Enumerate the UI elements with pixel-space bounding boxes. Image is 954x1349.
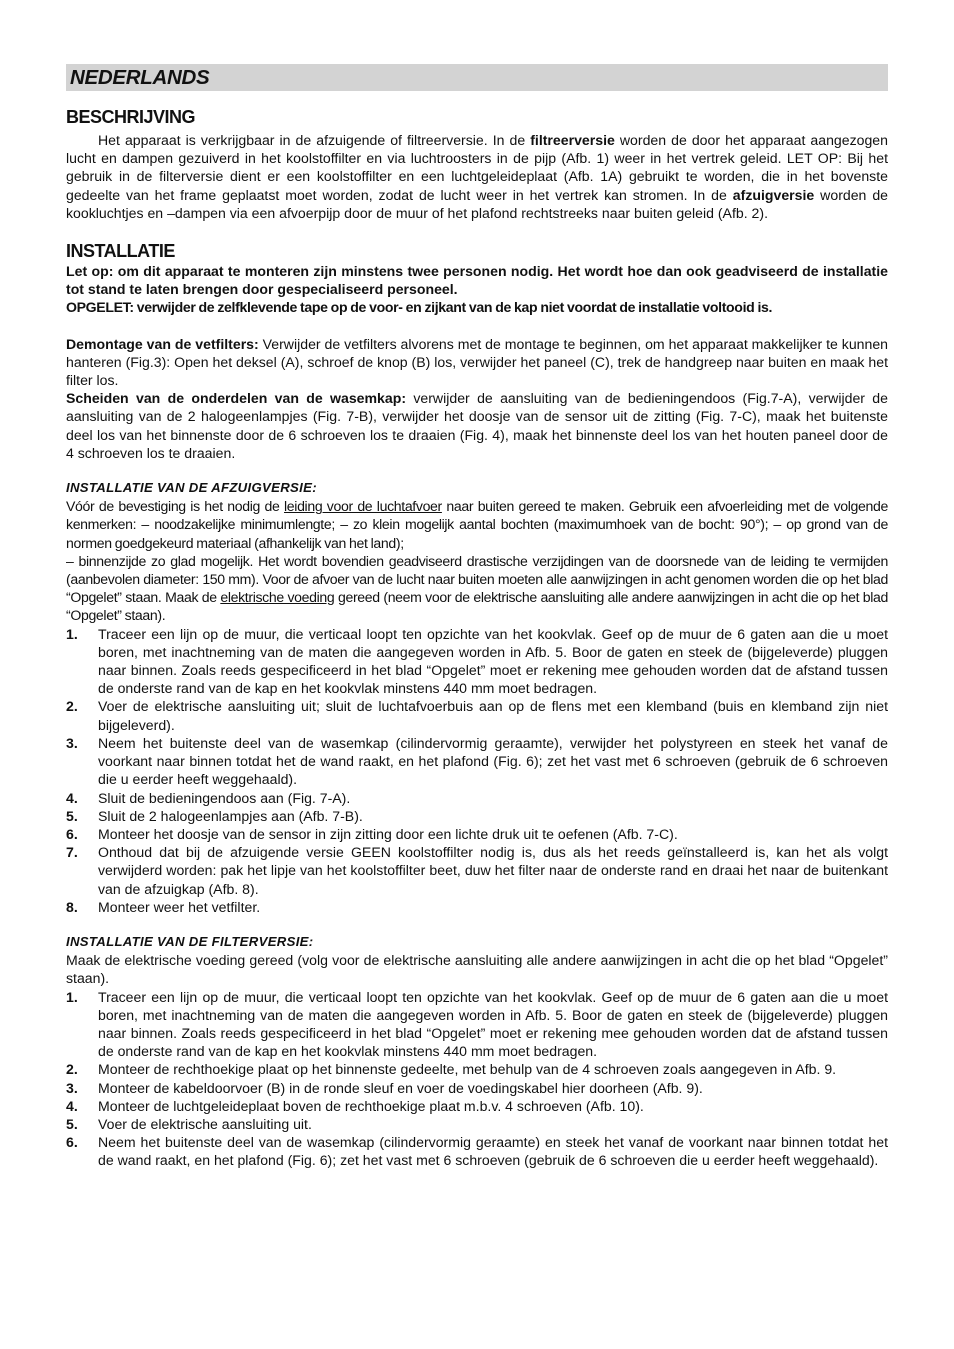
filter-subheading: INSTALLATIE VAN DE FILTERVERSIE: [66,933,314,949]
step-number: 8. [66,898,78,915]
numbered-step [66,734,888,789]
step-number: 5. [66,807,78,824]
step-number: 1. [66,988,78,1005]
afzuig-steps-list [66,625,888,916]
step-number: 7. [66,844,78,861]
numbered-step [66,1060,888,1078]
text-segment: worden de kookluchtjes en –dampen via een afvoerpijp door de muur of het plafond rechtstreeks naar buiten geleid (Afb. 2). [66,186,888,221]
demontage-text: Verwijder de vetfilters alvorens met de montage te beginnen, om het apparaat makkelijker te kunnen hanteren (Fig.3): Open het deksel (A), schroef de knop (B) los, verwijder het paneel (C), trek de handgreep naar buiten en maak het filter los. [66,335,889,389]
step-number: 5. [66,1115,78,1132]
installatie-warning-personnel: Let op: om dit apparaat te monteren zijn minstens twee personen nodig. Het wordt hoe dan ook geadviseerd de installatie tot stand te laten brengen door gespecialiseerd personeel. [66,263,888,298]
underlined-term: leiding voor de luchtafvoer [284,498,442,515]
step-number: 6. [66,1134,78,1151]
numbered-step [66,1115,888,1133]
text-segment: – binnenzijde zo glad mogelijk. Het wordt bovendien geadviseerd drastische verzijdingen van de doorsnede van de leiding te vermijden (aanbevolen diameter: 150 mm). Voor de afvoer van de lucht naar buiten moeten alle aanwijzingen in acht genomen worden die op het blad “Opgelet” staan. Maak de [66,552,888,606]
underlined-term: elektrische voeding [220,589,335,606]
afzuig-paragraph-2 [66,552,888,625]
step-text: Monteer weer het vetfilter. [98,898,261,915]
scheiden-paragraph [66,389,888,462]
step-text: Monteer de rechthoekige plaat op het binnenste gedeelte, met behulp van de 4 schroeven zoals aangegeven in Afb. 9. [98,1061,837,1078]
afzuig-subheading: INSTALLATIE VAN DE AFZUIGVERSIE: [66,480,317,496]
beschrijving-heading: BESCHRIJVING [66,107,196,127]
step-text: Neem het buitenste deel van de wasemkap (cilindervormig geraamte) en steek het vanaf de voorkant naar binnen totdat het de wand raakt, en het plafond (Fig. 6); zet het vast met 6 schroeven (gebruik de 6 schroeven die u eerder heeft weggehaald). [98,1134,888,1169]
installatie-heading: INSTALLATIE [66,241,175,262]
numbered-step [66,1079,888,1097]
step-number: 4. [66,1097,78,1114]
manual-page [66,64,888,1170]
step-text: Sluit de 2 halogeenlampjes aan (Afb. 7-B). [98,807,363,824]
step-number: 2. [66,698,78,715]
step-number: 2. [66,1061,78,1078]
demontage-label: Demontage van de vetfilters: [66,335,259,352]
numbered-step [66,825,888,843]
step-text: Neem het buitenste deel van de wasemkap (cilindervormig geraamte), verwijder het polystyreen en steek het vanaf de voorkant naar binnen totdat het de wand raakt, en het plafond (Fig. 6); zet het vast met 6 schroeven (gebruik de 6 schroeven die u eerder heeft weggehaald). [98,734,888,788]
demontage-paragraph [66,335,888,390]
text-segment: worden de door het apparaat aangezogen lucht en dampen gezuiverd in het koolstoffilter en via luchtroosters in de pijp (Afb. 1) weer in het vertrek geleid. LET OP: Bij het gebruik in de filterversie dient er een koolstoffilter en een luchtgeleideplaat (Afb. 1A) gebruikt te worden, die in het bovenste gedeelte van het frame geplaatst moet worden, zodat de lucht weer in het vertrek kan stromen. In de [66,132,888,203]
step-number: 1. [66,625,78,642]
filter-steps-list [66,988,888,1170]
text-segment: Vóór de bevestiging is het nodig de [66,498,285,515]
language-title: NEDERLANDS [70,66,210,89]
step-text: Sluit de bedieningendoos aan (Fig. 7-A). [98,789,351,806]
step-number: 6. [66,825,78,842]
step-number: 3. [66,734,78,751]
step-text: Voer de elektrische aansluiting uit. [98,1115,312,1132]
numbered-step [66,1133,888,1169]
scheiden-label: Scheiden van de onderdelen van de wasemkap: [66,390,407,407]
step-text: Monteer het doosje van de sensor in zijn zitting door een lichte druk uit te oefenen (Afb. 7-C). [98,825,678,842]
step-text: Voer de elektrische aansluiting uit; sluit de luchtafvoerbuis aan op de flens met een klemband (buis en klemband zijn niet bijgeleverd). [98,698,888,733]
afzuig-paragraph-1 [66,497,888,552]
scheiden-text: verwijder de aansluiting van de bedieningendoos (Fig.7-A), verwijder de aansluiting van de 2 halogeenlampjes (Fig. 7-B), verwijder het doosje van de sensor uit de zitting (Fig. 7-C), maak het buitenste deel los van het binnenste door de 6 schroeven los te draaien (Fig. 4), maak het binnenste deel los van het houten paneel door de 4 schroeven los te draaien. [66,390,888,461]
step-number: 3. [66,1079,78,1096]
step-number: 4. [66,789,78,806]
installatie-warning-tape: OPGELET: verwijder de zelfklevende tape op de voor- en zijkant van de kap niet voordat de installatie voltooid is. [66,299,773,316]
numbered-step [66,697,888,733]
language-header-bar [66,64,888,91]
numbered-step [66,988,888,1061]
numbered-step [66,898,888,916]
filter-intro: Maak de elektrische voeding gereed (volg voor de elektrische aansluiting alle andere aanwijzingen in acht die op het blad “Opgelet” staan). [66,952,888,987]
step-text: Monteer de luchtgeleideplaat boven de rechthoekige plaat m.b.v. 4 schroeven (Afb. 10). [98,1097,644,1114]
beschrijving-paragraph [66,131,888,222]
numbered-step [66,1097,888,1115]
text-segment: naar buiten gereed te maken. Gebruik een afvoerleiding met de volgende kenmerken: – noodzakelijke minimumlengte; – zo klein mogelijk aantal bochten (maximumhoek van de bocht: 90°); – op grond van de normen goedgekeurd materiaal (afhankelijk van het land); [66,498,888,551]
text-segment: Het apparaat is verkrijgbaar in de afzuigende of filtreerversie. In de [98,132,531,148]
numbered-step [66,625,888,698]
bold-term: filtreerversie [530,132,615,148]
step-text: Traceer een lijn op de muur, die verticaal loopt ten opzichte van het kookvlak. Geef op de muur de 6 gaten aan die u moet boren, met inachtneming van de maten die aangegeven worden in Afb. 5. Boor de gaten en steek de (bijgeleverde) pluggen naar binnen. Zoals reeds gespecificeerd in het blad “Opgelet” moet er rekening mee gehouden worden dat de afstand tussen de onderste rand van de kap en het kookvlak minstens 440 mm moet bedragen. [98,988,888,1060]
numbered-step [66,843,888,898]
bold-term: afzuigversie [732,186,815,203]
step-text: Onthoud dat bij de afzuigende versie GEEN koolstoffilter nodig is, dus als het reeds geïnstalleerd is, kan het als volgt verwijderd worden: pak het lipje van het koolstoffilter beet, duw het filter naar de onderste rand en draai het naar de buitenkant van de afzuigkap (Afb. 8). [98,844,888,897]
text-segment: gereed (neem voor de elektrische aansluiting alle andere aanwijzingen in acht die op het blad “Opgelet” staan). [66,589,888,624]
step-text: Traceer een lijn op de muur, die verticaal loopt ten opzichte van het kookvlak. Geef op de muur de 6 gaten aan die u moet boren, met inachtneming van de maten die aangegeven worden in Afb. 5. Boor de gaten en steek de (bijgeleverde) pluggen naar binnen. Zoals reeds gespecificeerd in het blad “Opgelet” moet er rekening mee gehouden worden dat de afstand tussen de onderste rand van de kap en het kookvlak minstens 440 mm moet bedragen. [98,625,888,697]
numbered-step [66,789,888,807]
numbered-step [66,807,888,825]
step-text: Monteer de kabeldoorvoer (B) in de ronde sleuf en voer de voedingskabel hier doorheen (Afb. 9). [98,1079,703,1096]
